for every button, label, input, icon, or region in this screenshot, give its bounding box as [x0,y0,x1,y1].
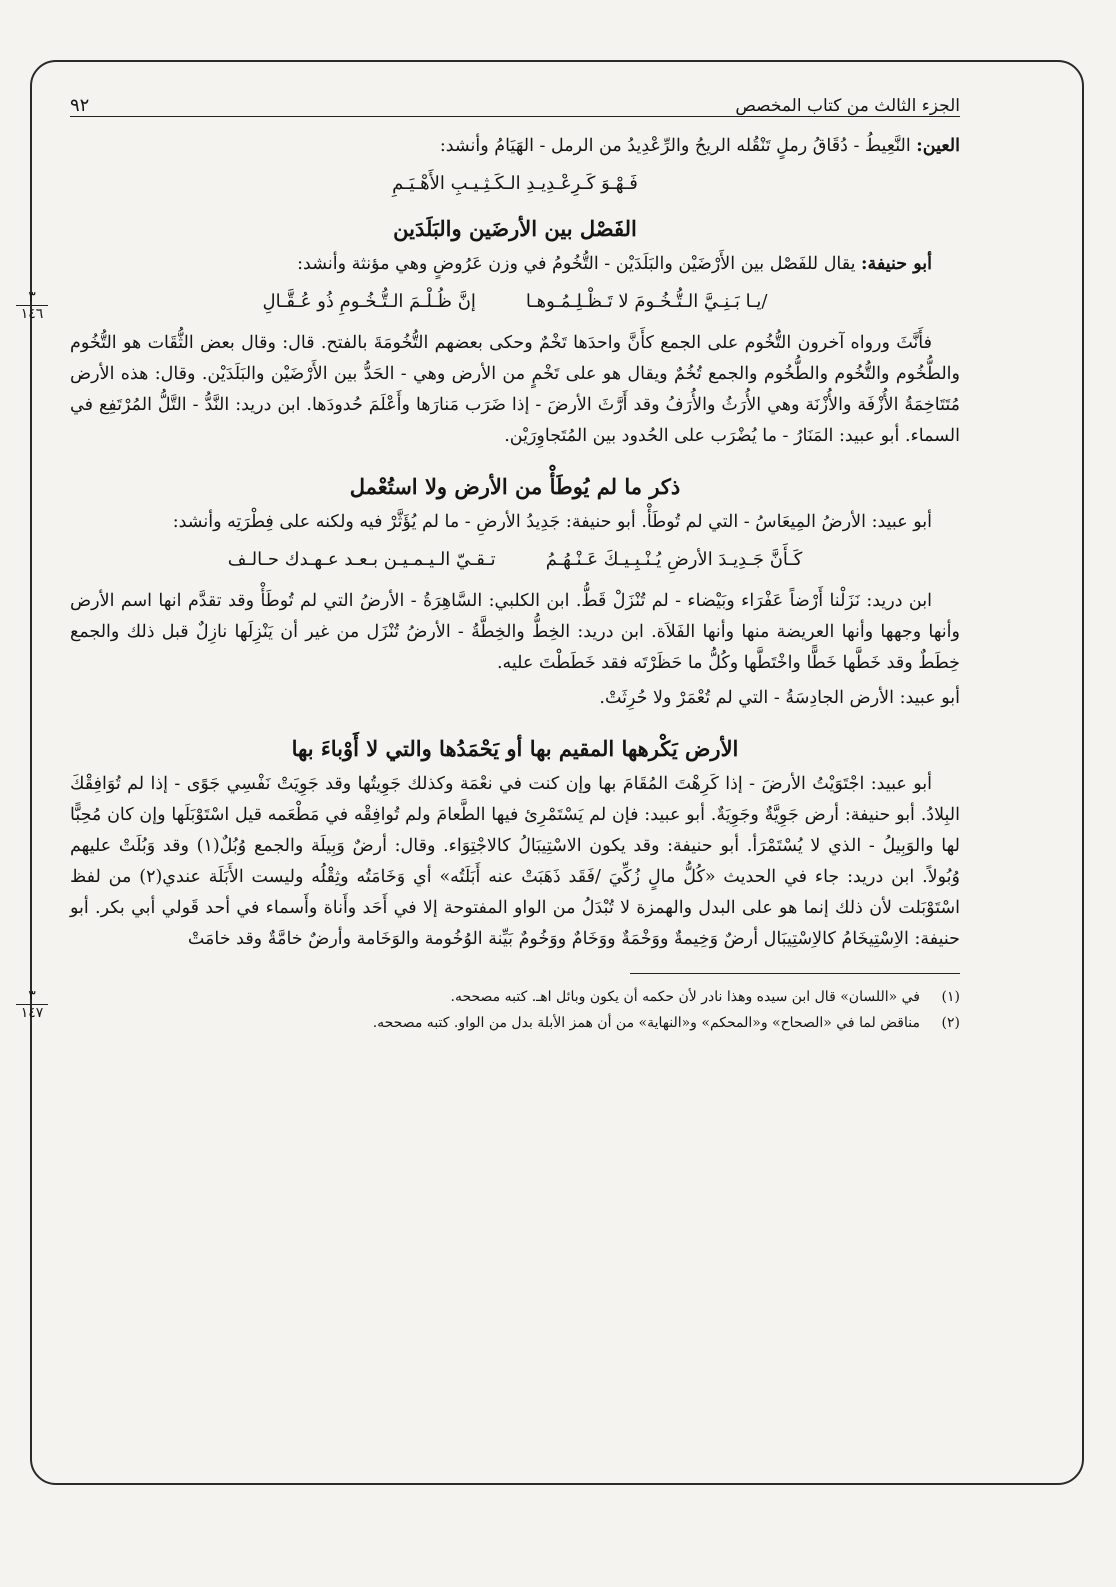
section1-title: الفَصْل بين الأرضَين والبَلَدَين [393,216,637,241]
intro-text: النَّعِيطُ - دُقَاقُ رملٍ تَنْقُله الريحُ والرِّعْدِيدُ من الرمل - الهَيَامُ وأنشد: [439,136,917,156]
section1-paragraph1 [70,249,960,280]
margin-page: ١٤٧ [20,1005,44,1021]
running-title: الجزء الثالث من كتاب المخصص [735,96,960,116]
intro-paragraph [70,131,960,162]
footnotes [70,984,960,1036]
section1-lead: أبو حنيفة: [861,254,932,274]
section2-verse-first-half: كَـأَنَّ جَـدِيـدَ الأرضِ يُـنْـبِـيـكَ عَـنْـهُـمُ [545,549,803,570]
footnote-number: (١) [941,989,960,1005]
section3-title: الأرض يَكْرهها المقيم بها أو يَحْمَدُها والتي لا أَوْباءَ بها [291,736,739,761]
margin-volume: ٣ [16,290,48,306]
section1-paragraph1-text: يقال للفَصْل بين الأَرْضَيْن والبَلَدَيْن - التُّخُومُ في وزن عَرُوضٍ وهي مؤنثة وأنشد: [297,254,862,274]
intro-verse-text: فَـهْـوَ كَـرِعْـدِيـدِ الـكَـثِـيـبِ الأَهْـيَـمِ [392,173,638,194]
section2-verse-second-half: تـقـيّ الـيـمـيـن بـعـد عـهـدك حـالـف [227,549,496,570]
page-number: ٩٢ [70,95,90,116]
footnote-text: مناقض لما في «الصحاح» و«المحكم» و«النهاية» من أن همز الأبلة بدل من الواو. كتبه مصححه. [372,1015,920,1031]
book-page [20,82,960,1036]
section1-verse [20,284,960,322]
margin-volume: ٣ [16,989,48,1005]
section1-verse-first-half: /يـا بَـنِـيَّ الـتُّـخُـومَ لا تَـظْـلِـمُـوهـا [525,291,768,312]
section2-verse [70,542,960,578]
section2-paragraph3: أبو عبيد: الأرض الجادِسَةُ - التي لم تُعْمَرْ ولا حُرِثَتْ. [599,688,960,708]
intro-lead: العين: [916,136,960,156]
footnote-2 [70,1010,960,1036]
footnote-text: في «اللسان» قال ابن سيده وهذا نادر لأن حكمه أن يكون وبائل اهـ. كتبه مصححه. [450,989,920,1005]
intro-verse [70,166,960,202]
section2-paragraph2: ابن دريد: نَزَلْنا أَرْضاً عَفْرَاء وبَيْضاء - لم تُنْزَلْ قَطُّ. ابن الكلبي: السَّاهِرَةُ - الأرضُ التي لم تُوطَأْ وقد تقدَّم انها اسم الأرض وأنها وجهها وأنها العريضة منها وأنها الفَلاَة. ابن دريد: الخِطُّ والخِطَّةُ - الأرضُ تُنْزَل من غير أن يَنْزِلَها نازِلٌ قبل ذلك والجمع خِطَطٌ وقد خَطَّها خَطًّا واخْتَطَّها وكُلُّ ما حَظَرْتَه فقد خَطَطْتَ عليه. [70,591,960,673]
margin-page: ١٤٦ [20,306,44,322]
section2-paragraph1: أبو عبيد: الأرضُ المِيعَاسُ - التي لم تُوطَأْ. أبو حنيفة: جَدِيدُ الأرضِ - ما لم يُؤَثَّرْ فيه ولكنه على فِطْرَتِه وأنشد: [172,512,932,532]
margin-reference-147 [16,989,48,1020]
running-header [70,82,960,117]
section2-title: ذكر ما لم يُوطَأْ من الأرض ولا استُعْمل [349,474,681,499]
footnote-rule [630,973,960,980]
footnote-number: (٢) [941,1015,960,1031]
footnote-1 [70,984,960,1010]
margin-reference-146 [16,290,48,321]
section1-paragraph2: فأَنَّثَ ورواه آخرون التُّخُوم على الجمع كأَنَّ واحدَها تَخْمٌ وحكى بعضهم التُّخُومَةَ بالفتح. قال: وقال بعض الثُّقَات هو التُّخُوم والطُّخُوم والتُّخُوم والطُّخُوم والجمع تُخُمٌ ويقال هو على تَخْمٍ من الأرض وهي - الحَدُّ بين الأَرْضَيْن والبَلَدَيْن. وقال: هذه الأرض مُتَتَاخِمَةُ الأُزْفَة والأُزْنَة وهي الأُرَثُ والأُرَفُ وقد أَرَّثَ الأرضَ - إذا ضَرَب مَنارَها وأَعْلَمَ حُدودَها. ابن دريد: النَّدُّ - التَّلُّ المُرْتَفِع في السماء. أبو عبيد: المَنَارُ - ما يُضْرَب على الحُدود بين المُتَجاوِرَيْن. [70,333,960,446]
section3-paragraph1: أبو عبيد: اجْتَوَيْتُ الأرضَ - إذا كَرِهْتَ المُقَامَ بها وإن كنت في نعْمَة وكذلك جَوِيتُها وقد جَوِيَتْ نَفْسِي جَوًى - إذا لم تُوَافِقْكَ البِلادُ. أبو حنيفة: أرض جَوِيَّةٌ وجَوِيَةٌ. أبو عبيد: فإن لم يَسْتَمْرِئ فيها الطَّعامَ ولم تُوافِقْه في مَطْعَمه قيل اسْتَوْبَلَها وإن كان مُحِبًّا لها والوَبِيلُ - الذي لا يُسْتَمْرَأ. أبو حنيفة: وقد يكون الاسْتِيبَالُ كالاجْتِوَاء. وقال: أرضٌ وَبِيلَة والجمع وُبُلٌ(١) وقد وَبُلَتْ عليهم وُبُولاً. ابن دريد: جاء في الحديث «كُلُّ مالٍ زُكِّيَ /فَقَد ذَهَبَتْ عنه أَبَلَتُه» أي وَخَامَتُه وثِقْلُه وليست الأَبَلَة عندي(٢) من لفظ اسْتَوْبَلت لأن ذلك إنما هو على البدل والهمزة لا تُبْدَلُ من الواو المفتوحة إلا في أَحَد وأَناة وأَسماء في أحد قَولي أبي بكر. أبو حنيفة: الاِسْتِيخَامُ كالاِسْتِيبَال أرضٌ وَخِيمةٌ ووَخْمَةٌ ووَخَامٌ ووَخُومٌ بَيِّنة الوُخُومة والوَخَامة وأرضٌ خامَّةٌ وقد خامَتْ [70,774,960,949]
section1-verse-second-half: إنَّ ظُـلْـمَ الـتُّـخُـومِ ذُو عُـقَّـالِ [262,291,476,312]
